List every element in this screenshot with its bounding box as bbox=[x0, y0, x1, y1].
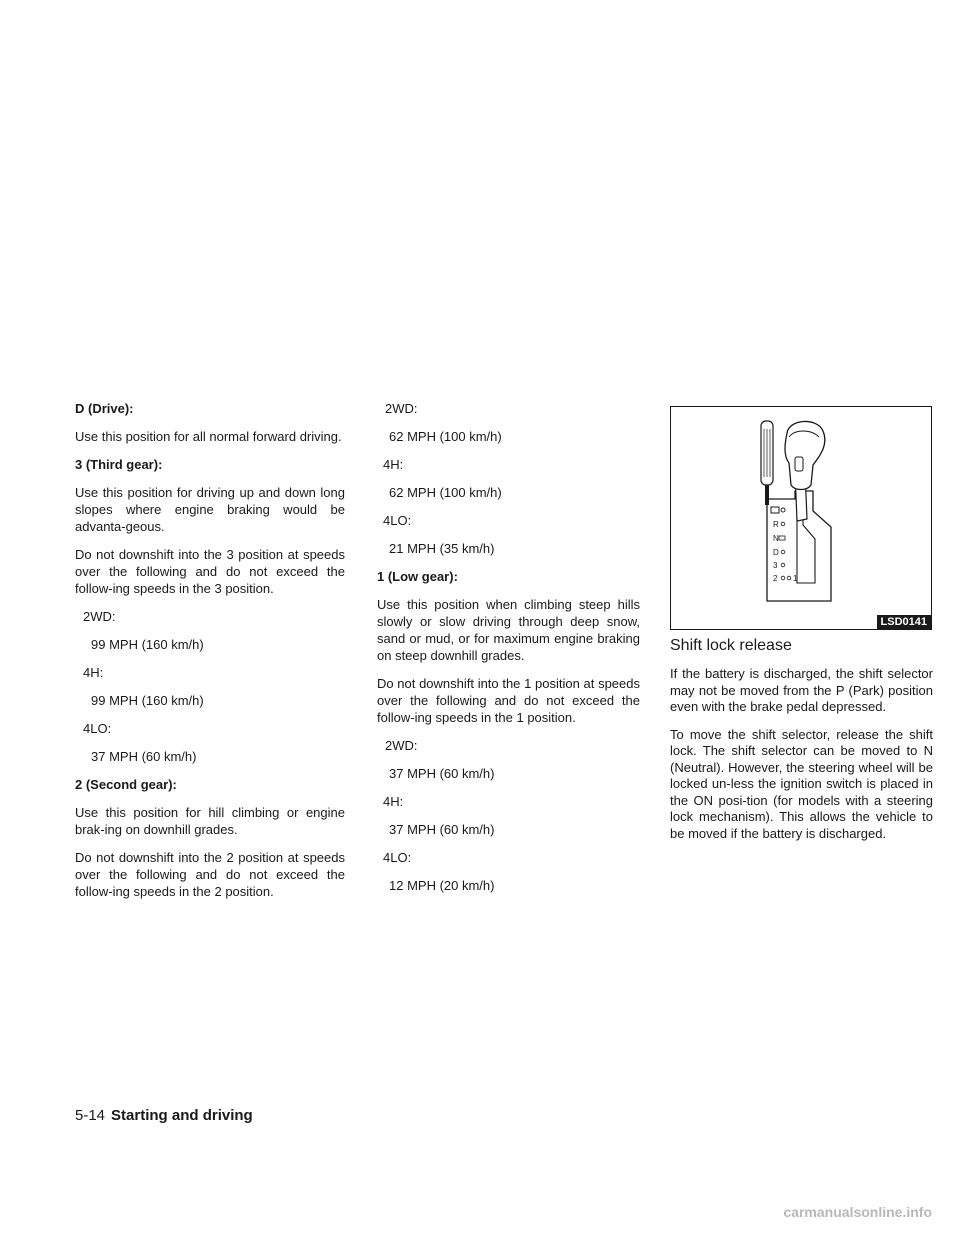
third-4lo-value: 37 MPH (60 km/h) bbox=[91, 749, 197, 764]
third-4h-label: 4H: bbox=[83, 665, 104, 680]
page-footer bbox=[75, 1106, 253, 1126]
column-3 bbox=[670, 636, 933, 853]
third-2wd-label: 2WD: bbox=[83, 609, 116, 624]
second-gear-text-1: Use this position for hill climbing or engine brak-ing on downhill grades. bbox=[75, 805, 345, 837]
gate-label-n: N bbox=[773, 534, 779, 543]
second-gear-text-2: Do not downshift into the 2 position at speeds over the following and do not exceed the follow-ing speeds in the 2 position. bbox=[75, 850, 345, 899]
third-gear-text-2: Do not downshift into the 3 position at speeds over the following and do not exceed the follow-ing speeds in the 3 position. bbox=[75, 547, 345, 596]
watermark: carmanualsonline.info bbox=[783, 1204, 932, 1220]
shift-lock-text-2: To move the shift selector, release the shift lock. The shift selector can be moved to N (Neutral). However, the steering wheel will be locked un-less the ignition switch is placed in the ON posi-tion (for models with a steering lock mechanism). This allows the vehicle to be moved if the battery is discharged. bbox=[670, 726, 933, 841]
low-4lo-value: 12 MPH (20 km/h) bbox=[389, 878, 495, 893]
shift-selector-illustration bbox=[671, 407, 931, 629]
gate-label-2: 2 bbox=[773, 574, 778, 583]
drive-heading: D (Drive): bbox=[75, 401, 134, 416]
low-gear-text-2: Do not downshift into the 1 position at speeds over the following and do not exceed the follow-ing speeds in the 1 position. bbox=[377, 676, 640, 725]
shift-lock-release-slot bbox=[771, 507, 779, 513]
third-gear-heading: 3 (Third gear): bbox=[75, 457, 163, 472]
third-4h-value: 99 MPH (160 km/h) bbox=[91, 693, 204, 708]
third-4lo-label: 4LO: bbox=[83, 721, 112, 736]
low-gear-text-1: Use this position when climbing steep hills slowly or slow driving through deep snow, sand or mud, or for maximum engine braking on steep downhill grades. bbox=[377, 597, 640, 663]
third-gear-text-1: Use this position for driving up and down long slopes where engine braking would be advanta-geous. bbox=[75, 485, 345, 534]
low-4h-value: 37 MPH (60 km/h) bbox=[389, 822, 495, 837]
gate-label-1: 1 bbox=[793, 574, 798, 583]
figure-code: LSD0141 bbox=[877, 615, 931, 629]
low-2wd-label: 2WD: bbox=[385, 738, 418, 753]
shift-lock-text-1: If the battery is discharged, the shift selector may not be moved from the P (Park) position even with the brake pedal depressed. bbox=[670, 666, 933, 714]
third-2wd-value: 99 MPH (160 km/h) bbox=[91, 637, 204, 652]
second-2wd-label: 2WD: bbox=[385, 401, 418, 416]
gate-label-r: R bbox=[773, 520, 779, 529]
page-number: 5-14 bbox=[75, 1107, 106, 1124]
second-gear-heading: 2 (Second gear): bbox=[75, 777, 177, 792]
low-4lo-label: 4LO: bbox=[383, 850, 412, 865]
low-4h-label: 4H: bbox=[383, 794, 404, 809]
section-title: Shift lock release bbox=[670, 637, 792, 654]
low-gear-heading: 1 (Low gear): bbox=[377, 569, 458, 584]
second-2wd-value: 62 MPH (100 km/h) bbox=[389, 429, 502, 444]
column-2 bbox=[377, 400, 640, 905]
knob-button bbox=[795, 457, 803, 471]
column-1 bbox=[75, 400, 345, 911]
shift-lock-figure bbox=[670, 406, 932, 630]
second-4lo-value: 21 MPH (35 km/h) bbox=[389, 541, 495, 556]
gate-label-d: D bbox=[773, 548, 779, 557]
low-2wd-value: 37 MPH (60 km/h) bbox=[389, 766, 495, 781]
shift-knob bbox=[785, 421, 825, 489]
drive-text: Use this position for all normal forward driving. bbox=[75, 429, 342, 444]
gate-label-3: 3 bbox=[773, 561, 778, 570]
screwdriver-shaft bbox=[765, 485, 769, 505]
second-4lo-label: 4LO: bbox=[383, 513, 412, 528]
footer-section: Starting and driving bbox=[111, 1107, 253, 1124]
second-4h-value: 62 MPH (100 km/h) bbox=[389, 485, 502, 500]
second-4h-label: 4H: bbox=[383, 457, 404, 472]
